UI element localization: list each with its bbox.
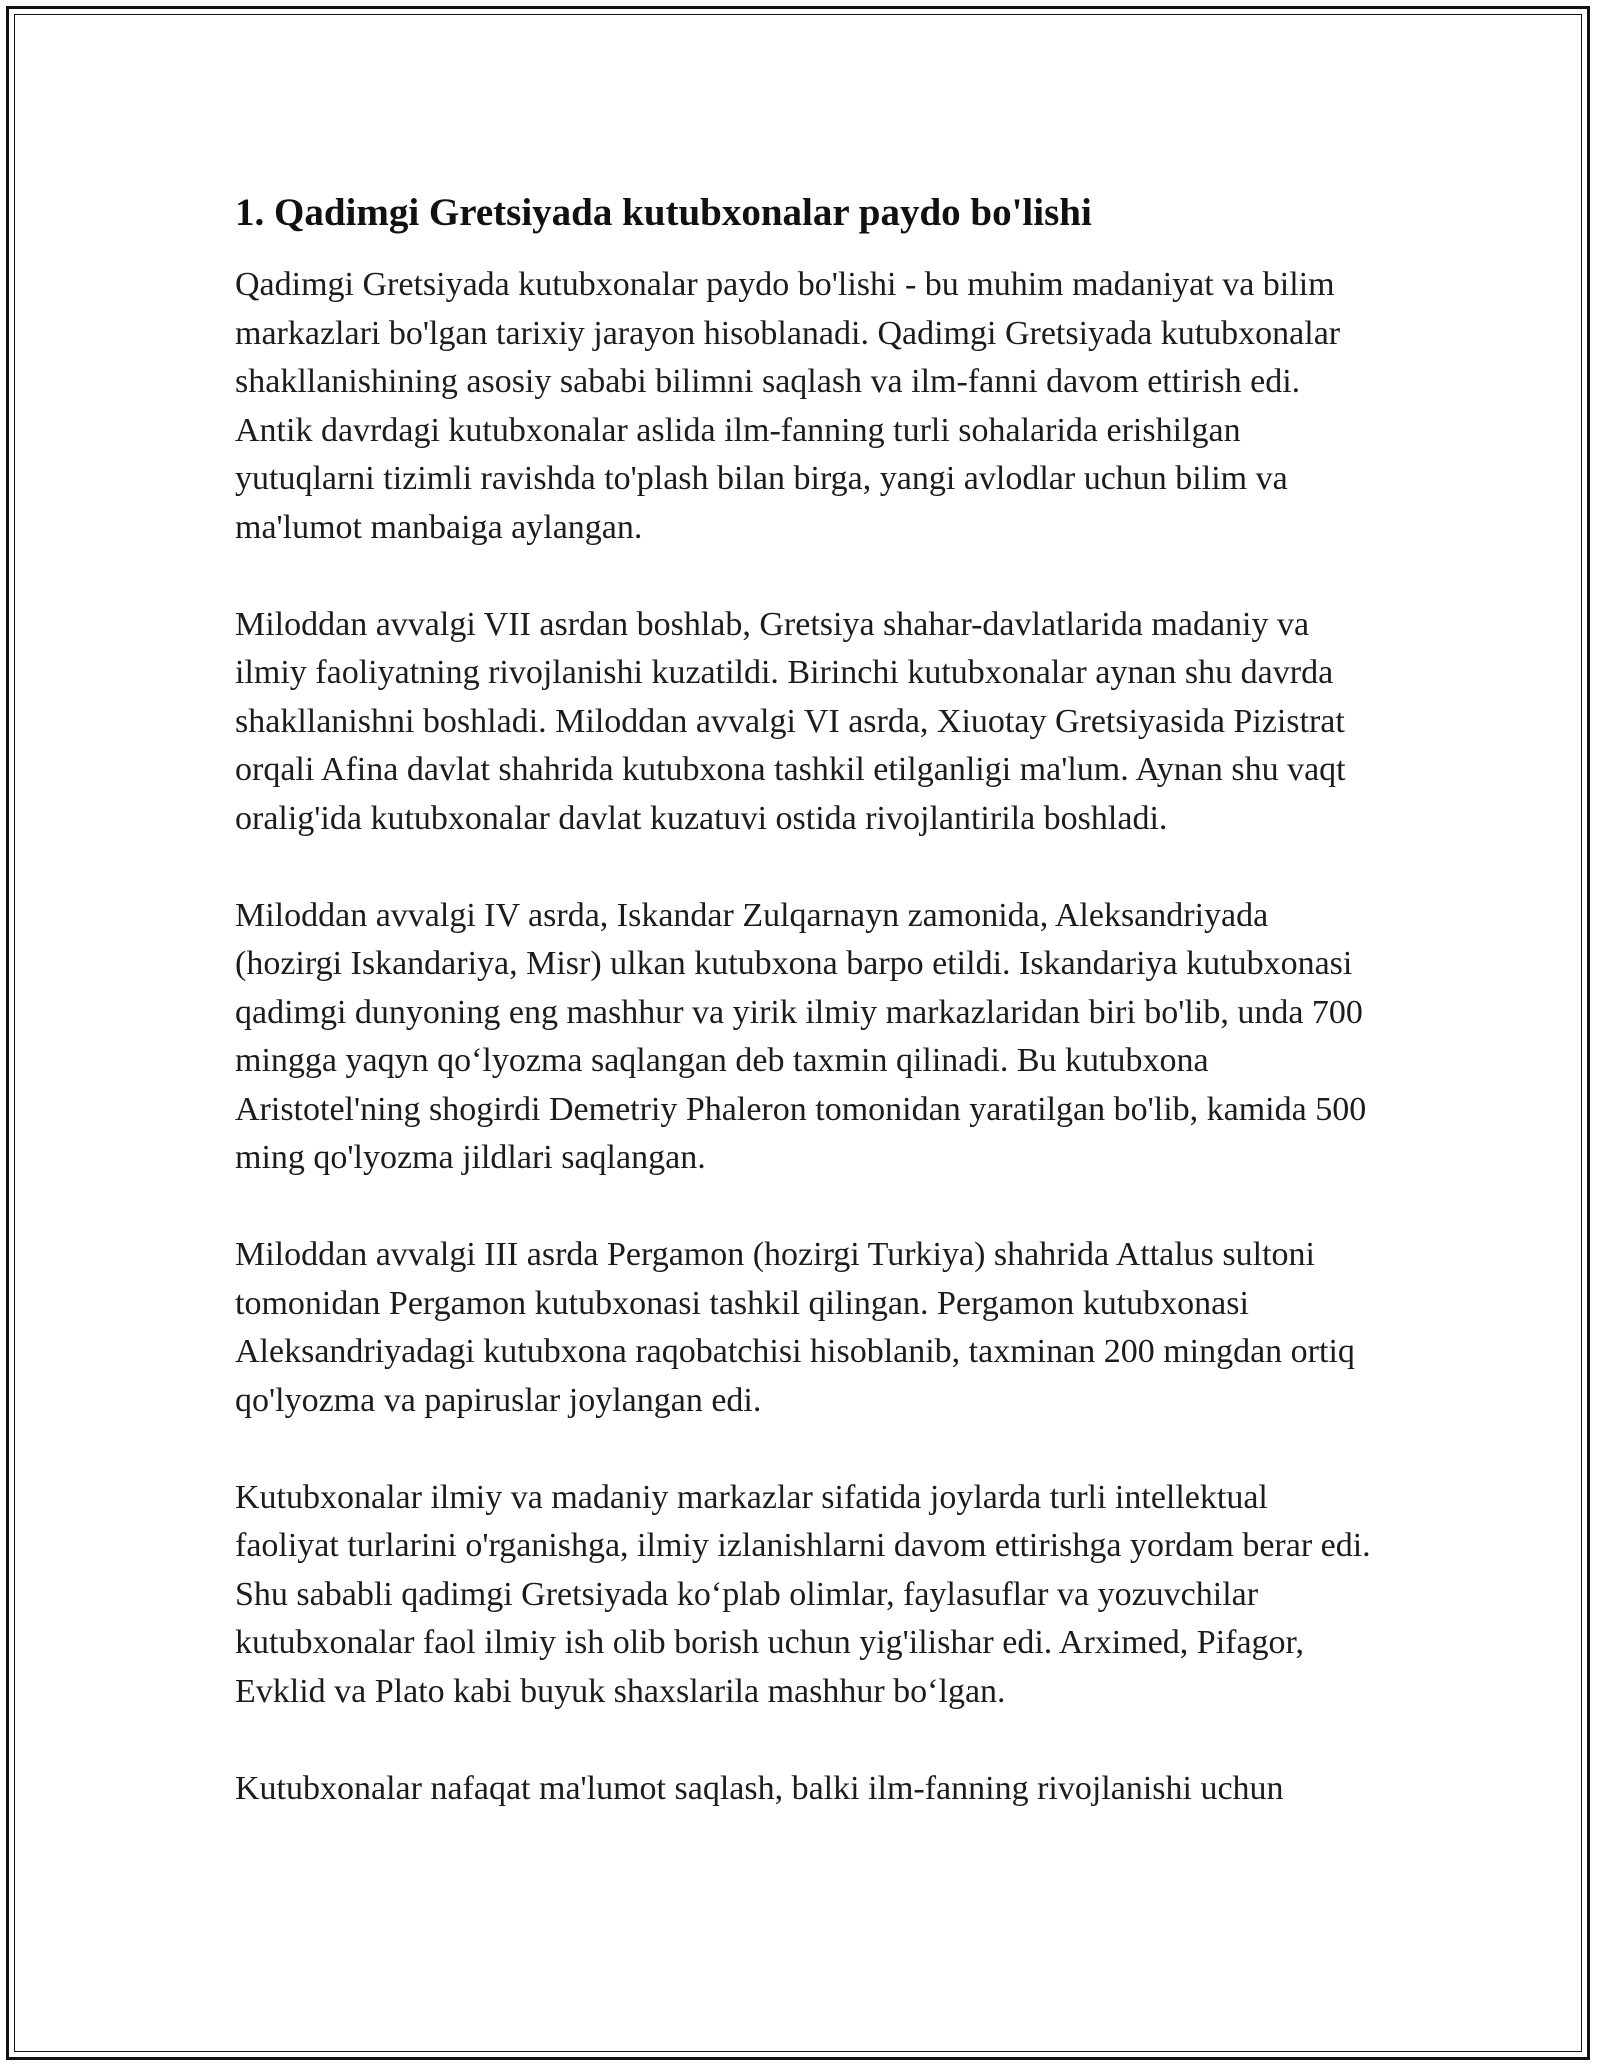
paragraph: Miloddan avvalgi VII asrdan boshlab, Gretsiya shahar-davlatlarida madaniy va ilmiy faoliyatning rivojlanishi kuzatildi. Birinchi kutubxonalar aynan shu davrda shakllanishni boshladi. Miloddan avvalgi VI asrda, Xiuotay Gretsiyasida Pizistrat orqali Afina davlat shahrida kutubxona tashkil etilganligi ma'lum. Aynan shu vaqt oralig'ida kutubxonalar davlat kuzatuvi ostida rivojlantirila boshladi.: [235, 605, 1346, 837]
document-body: [235, 183, 1375, 1813]
paragraph: Kutubxonalar ilmiy va madaniy markazlar sifatida joylarda turli intellektual faoliyat turlarini o'rganishga, ilmiy izlanishlarni davom ettirishga yordam berar edi. Shu sababli qadimgi Gretsiyada ko‘plab olimlar, faylasuflar va yozuvchilar kutubxonalar faol ilmiy ish olib borish uchun yig'ilishar edi. Arximed, Pifagor, Evklid va Plato kabi buyuk shaxslarila mashhur bo‘lgan.: [235, 1478, 1371, 1710]
paragraph: Kutubxonalar nafaqat ma'lumot saqlash, balki ilm-fanning rivojlanishi uchun: [235, 1769, 1284, 1807]
paragraph: Miloddan avvalgi III asrda Pergamon (hozirgi Turkiya) shahrida Attalus sultoni tomonidan Pergamon kutubxonasi tashkil qilingan. Pergamon kutubxonasi Aleksandriyadagi kutubxona raqobatchisi hisoblanib, taxminan 200 mingdan ortiq qo'lyozma va papiruslar joylangan edi.: [235, 1236, 1355, 1419]
paragraph: Qadimgi Gretsiyada kutubxonalar paydo bo'lishi - bu muhim madaniyat va bilim markazlari bo'lgan tarixiy jarayon hisoblanadi. Qadimgi Gretsiyada kutubxonalar shakllanishining asosiy sababi bilimni saqlash va ilm-fanni davom ettirish edi. Antik davrdagi kutubxonalar aslida ilm-fanning turli sohalarida erishilgan yutuqlarni tizimli ravishda to'plash bilan birga, yangi avlodlar uchun bilim va ma'lumot manbaiga aylangan.: [235, 266, 1341, 546]
section-heading: 1. Qadimgi Gretsiyada kutubxonalar paydo bo'lishi: [235, 191, 1092, 234]
paragraph: Miloddan avvalgi IV asrda, Iskandar Zulqarnayn zamonida, Aleksandriyada (hozirgi Iskandariya, Misr) ulkan kutubxona barpo etildi. Iskandariya kutubxonasi qadimgi dunyoning eng mashhur va yirik ilmiy markazlaridan biri bo'lib, unda 700 mingga yaqyn qo‘lyozma saqlangan deb taxmin qilinadi. Bu kutubxona Aristotel'ning shogirdi Demetriy Phaleron tomonidan yaratilgan bo'lib, kamida 500 ming qo'lyozma jildlari saqlangan.: [235, 896, 1367, 1176]
